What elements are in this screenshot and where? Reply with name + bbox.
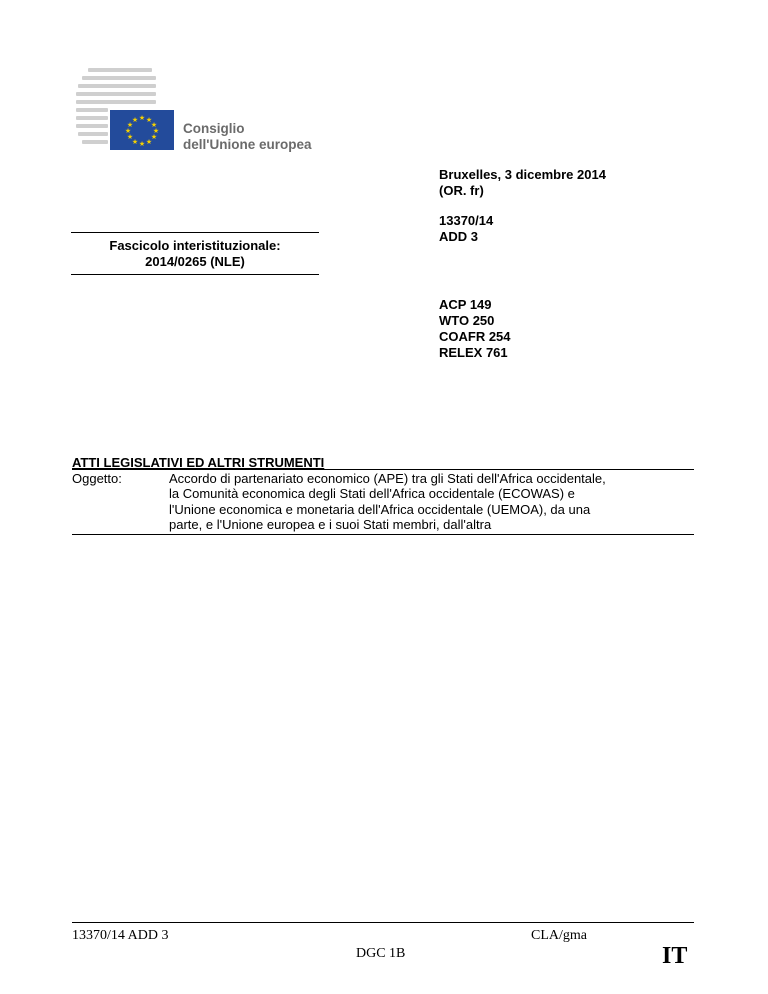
footer-author: CLA/gma: [531, 928, 587, 943]
subject-bottom-rule: [72, 534, 694, 535]
code-item: COAFR 254: [439, 329, 511, 344]
interinstitutional-label: Fascicolo interistituzionale:: [109, 238, 281, 253]
interinstitutional-file: [71, 238, 319, 270]
eu-flag-icon: ★ ★ ★ ★ ★ ★ ★ ★ ★ ★ ★ ★: [110, 110, 174, 150]
date-block: [439, 167, 606, 199]
subject-line: Accordo di partenariato economico (APE) tra gli Stati dell'Africa occidentale,: [169, 471, 606, 486]
document-codes: [439, 297, 511, 361]
original-language: (OR. fr): [439, 183, 484, 198]
subject-text: [169, 471, 694, 532]
interinstitutional-reference: 2014/0265 (NLE): [145, 254, 245, 269]
code-item: WTO 250: [439, 313, 495, 328]
council-name-line2: dell'Unione europea: [183, 137, 312, 152]
code-item: RELEX 761: [439, 345, 508, 360]
document-date: Bruxelles, 3 dicembre 2014: [439, 167, 606, 182]
subject-line: l'Unione economica e monetaria dell'Africa occidentale (UEMOA), da una: [169, 501, 591, 517]
document-number-block: [439, 213, 493, 245]
footer-doc-ref: 13370/14 ADD 3: [72, 928, 169, 943]
addendum-number: ADD 3: [439, 229, 479, 244]
subject-line: la Comunità economica degli Stati dell'Africa occidentale (ECOWAS) e: [169, 486, 575, 502]
fascicolo-bottom-rule: [71, 274, 319, 275]
footer-directorate: DGC 1B: [356, 946, 406, 961]
document-number: 13370/14: [439, 213, 494, 228]
subject-line: parte, e l'Unione europea e i suoi Stati membri, dall'altra: [169, 516, 492, 532]
subject-label: Oggetto:: [72, 471, 122, 486]
council-name: [183, 121, 311, 153]
council-name-line1: Consiglio: [183, 121, 245, 136]
subject-top-rule: [72, 469, 694, 470]
footer-language: IT: [662, 943, 688, 969]
section-title: ATTI LEGISLATIVI ED ALTRI STRUMENTI: [72, 455, 325, 470]
fascicolo-top-rule: [71, 232, 319, 233]
footer-rule: [72, 922, 694, 923]
code-item: ACP 149: [439, 297, 492, 312]
